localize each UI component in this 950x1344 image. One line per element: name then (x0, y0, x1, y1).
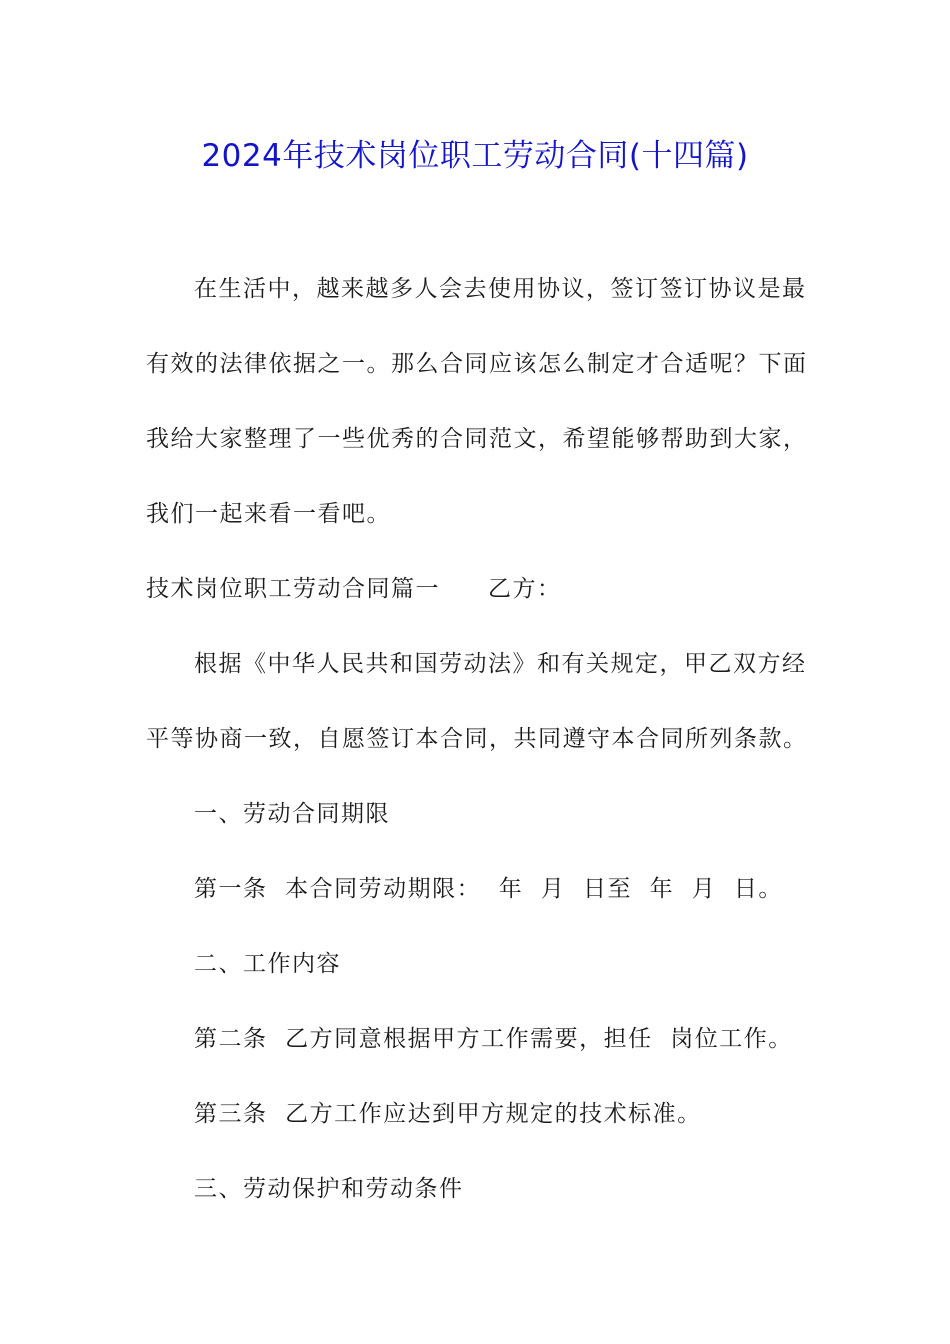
part-2-heading: 二、工作内容 (194, 951, 341, 977)
part-1-heading: 一、劳动合同期限 (194, 801, 390, 827)
intro-line-4: 我们一起来看一看吧。 (146, 501, 391, 527)
intro-line-1: 在生活中，越来越多人会去使用协议，签订签订协议是最 (194, 276, 807, 302)
basis-line-1: 根据《中华人民共和国劳动法》和有关规定，甲乙双方经 (194, 651, 807, 677)
section-heading-line (146, 570, 562, 603)
section-heading: 技术岗位职工劳动合同篇一 (146, 576, 440, 602)
article-3: 第三条 乙方工作应达到甲方规定的技术标准。 (194, 1101, 702, 1127)
part-3-heading: 三、劳动保护和劳动条件 (194, 1176, 464, 1202)
document-title: 2024年技术岗位职工劳动合同(十四篇) (201, 138, 749, 174)
article-2: 第二条 乙方同意根据甲方工作需要，担任 岗位工作。 (194, 1026, 793, 1052)
article-1: 第一条 本合同劳动期限： 年 月 日至 年 月 日。 (194, 876, 783, 902)
intro-line-2: 有效的法律依据之一。那么合同应该怎么制定才合适呢？下面 (146, 351, 808, 377)
intro-line-3: 我给大家整理了一些优秀的合同范文，希望能够帮助到大家， (146, 426, 808, 452)
basis-line-2: 平等协商一致，自愿签订本合同，共同遵守本合同所列条款。 (146, 726, 808, 752)
party-b-label: 乙方： (488, 576, 562, 602)
